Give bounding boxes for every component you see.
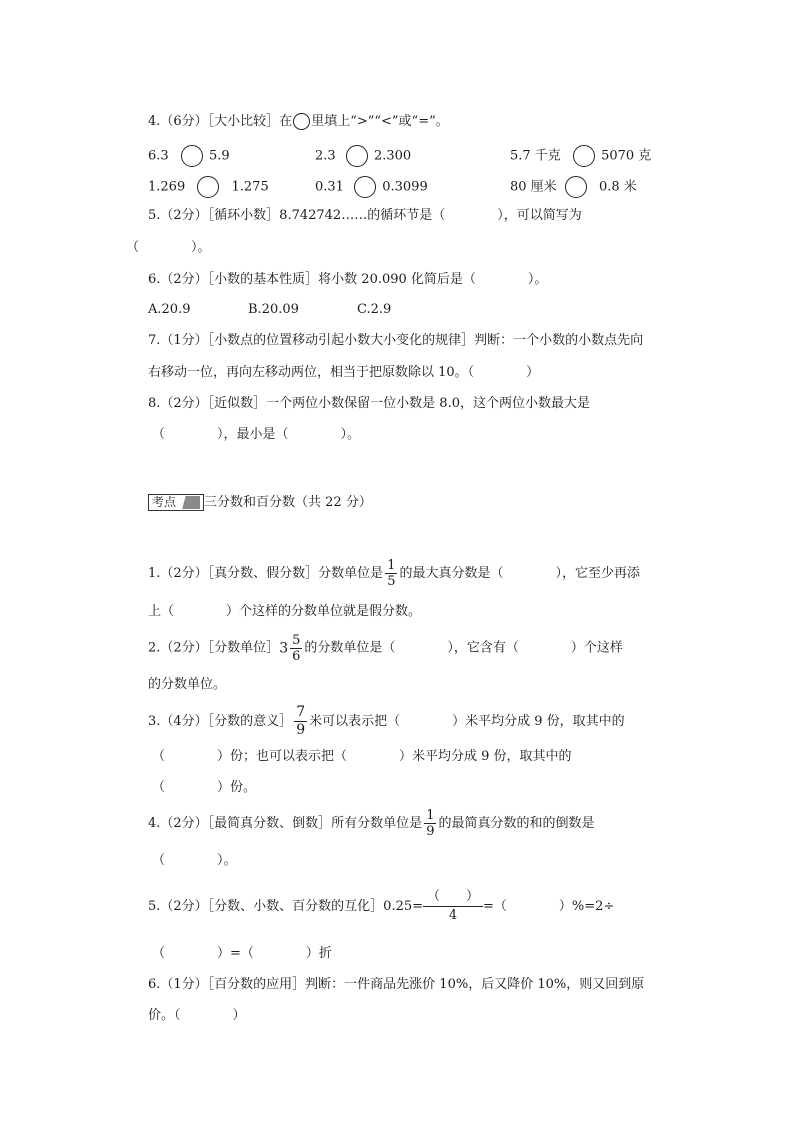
s4-line1 (148, 807, 594, 841)
s2-whole: 3 (279, 640, 289, 656)
s5-numerator-blank[interactable]: （ ） (423, 888, 483, 907)
q4-r2-c-left: 80 厘米 (510, 179, 557, 195)
q8-line2: （ ），最小是（ ）。 (152, 427, 361, 442)
s3-fraction (294, 704, 307, 739)
s2-numerator: 5 (292, 632, 301, 648)
q4-r1-a-left: 6.3 (148, 148, 169, 164)
s4-fraction (424, 808, 436, 839)
q4-r1-c-right: 5070 克 (601, 148, 652, 164)
q4-r1-c-left: 5.7 千克 (510, 148, 561, 164)
circle-icon (293, 113, 310, 130)
section-header (148, 493, 372, 513)
s3-line3: （ ）份。 (152, 780, 257, 795)
s1-line2: 上（ ）个这样的分数单位就是假分数。 (148, 604, 422, 619)
s4-numerator: 1 (426, 808, 435, 823)
q5-line2: （ ）。 (126, 240, 211, 255)
q4-r2-b-left: 0.31 (315, 179, 344, 195)
section-tag-label: 考点 (152, 495, 177, 509)
s5-line1 (148, 887, 614, 927)
q4-row1-c (510, 145, 651, 167)
s6-line2: 价。（ ） (148, 1008, 246, 1023)
section-tag (148, 494, 204, 511)
s4-denominator: 9 (426, 824, 435, 839)
s2-pre: 2.（2分）［分数单位］ (148, 640, 280, 656)
s4-post: 的最简真分数的和的倒数是 (438, 816, 595, 831)
q4-r2-c-right: 0.8 米 (598, 179, 637, 195)
s2-post: 的分数单位是（ ），它含有（ ）个这样 (304, 640, 623, 656)
compare-circle-input[interactable] (181, 145, 203, 167)
q7-line1: 7.（1分）［小数点的位置移动引起小数大小变化的规律］判断：一个小数的小数点先向 (148, 333, 644, 348)
s1-denominator: 5 (387, 574, 396, 589)
s3-post: 米可以表示把（ ）米平均分成 9 份，取其中的 (309, 714, 625, 729)
s5-pre: 5.（2分）［分数、小数、百分数的互化］0.25= (148, 899, 424, 914)
s5-denominator: 4 (448, 908, 458, 923)
compare-circle-input[interactable] (197, 176, 219, 198)
q4-r2-a-right: 1.275 (231, 179, 269, 195)
s6-line1: 6.（1分）［百分数的应用］判断：一件商品先涨价 10%，后又降价 10%，则又回到原 (148, 977, 645, 992)
compare-circle-input[interactable] (354, 176, 376, 198)
q4-row2-b (315, 176, 428, 198)
q4-r1-b-left: 2.3 (315, 148, 336, 164)
s2-line2: 的分数单位。 (148, 677, 227, 692)
q4-row1-b (315, 145, 411, 167)
s5-post: =（ ）%=2÷ (483, 899, 615, 914)
tag-slash-icon (178, 496, 200, 509)
q4-r1-a-right: 5.9 (208, 148, 230, 164)
s2-line1 (148, 631, 623, 666)
s5-fraction (423, 888, 483, 925)
q4-r2-a-left: 1.269 (148, 179, 186, 195)
s1-numerator: 1 (387, 558, 396, 573)
q6-option-a: A.20.9 (148, 302, 191, 317)
q4-row2-a (148, 176, 269, 198)
s4-line2: （ ）。 (152, 853, 237, 868)
s2-fraction (290, 633, 302, 664)
q4-row2-c (510, 176, 637, 198)
s4-pre: 4.（2分）［最简真分数、倒数］所有分数单位是 (148, 816, 423, 831)
q6-option-c: C.2.9 (357, 302, 392, 317)
s5-line2: （ ）=（ ）折 (152, 946, 332, 961)
q7-line2: 右移动一位，再向左移动两位，相当于把原数除以 10。（ ） (148, 365, 540, 380)
q8-line1: 8.（2分）［近似数］一个两位小数保留一位小数是 8.0，这个两位小数最大是 (148, 396, 590, 411)
q6-option-b: B.20.09 (248, 302, 299, 317)
s3-line1 (148, 704, 625, 739)
s1-line1 (148, 557, 640, 591)
section-title: 三分数和百分数（共 22 分） (204, 495, 372, 510)
s1-post: 的最大真分数是（ ），它至少再添 (399, 566, 640, 581)
q4-r2-b-right: 0.3099 (382, 179, 428, 195)
compare-circle-input[interactable] (573, 145, 595, 167)
q4-header-pre: 4.（6分）［大小比较］在 (148, 114, 293, 129)
q5-line1: 5.（2分）［循环小数］8.742742……的循环节是（ ），可以简写为 (148, 208, 582, 223)
q4-header (148, 112, 449, 132)
s3-numerator: 7 (296, 704, 306, 720)
q4-r1-b-right: 2.300 (373, 148, 412, 164)
s1-fraction (385, 558, 397, 589)
q4-row1-a (148, 145, 230, 167)
q4-header-post: 里填上“>”“<”或“=”。 (311, 114, 449, 129)
compare-circle-input[interactable] (565, 176, 587, 198)
q6-line1: 6.（2分）［小数的基本性质］将小数 20.090 化简后是（ ）。 (148, 272, 548, 287)
s2-mixed-number (279, 632, 304, 664)
s2-denominator: 6 (292, 648, 301, 664)
compare-circle-input[interactable] (346, 145, 368, 167)
s3-pre: 3.（4分）［分数的意义］ (148, 714, 293, 729)
s3-denominator: 9 (296, 722, 306, 738)
s1-pre: 1.（2分）［真分数、假分数］分数单位是 (148, 566, 384, 581)
s3-line2: （ ）份；也可以表示把（ ）米平均分成 9 份，取其中的 (152, 749, 572, 764)
